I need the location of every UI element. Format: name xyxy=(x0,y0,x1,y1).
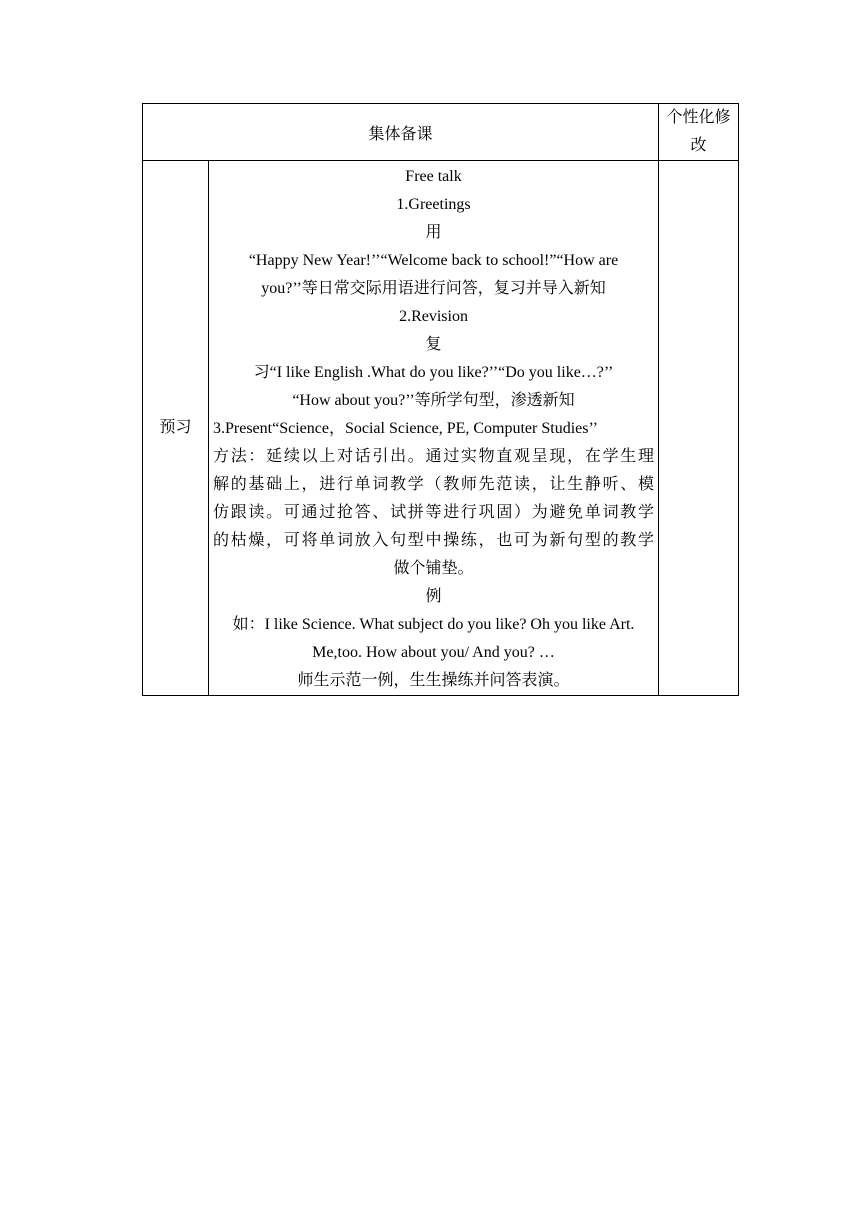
content-line: 复 xyxy=(425,336,442,353)
preview-content xyxy=(209,161,659,696)
lesson-plan-table xyxy=(142,103,739,696)
content-line: you?’’等日常交际用语进行问答，复习并导入新知 xyxy=(261,280,606,297)
content-line: 做个铺垫。 xyxy=(393,560,474,577)
content-line: 3.Present“Science，Social Science, PE, Computer Studies’’ xyxy=(213,420,598,437)
content-line: 的枯燥，可将单词放入句型中操练，也可为新句型的教学 xyxy=(213,532,655,549)
content-line: 解的基础上，进行单词教学（教师先范读，让生静听、模 xyxy=(213,476,655,493)
content-line: Me,too. How about you/ And you? … xyxy=(312,644,555,661)
content-line: Free talk xyxy=(405,168,462,185)
content-line: 习“I like English .What do you like?’’“Do you like…?’’ xyxy=(253,364,614,381)
header-row xyxy=(143,104,739,161)
content-line: 2.Revision xyxy=(399,308,468,325)
header-personal-revision: 个性化修改 xyxy=(659,104,739,161)
content-line: 1.Greetings xyxy=(396,196,471,213)
content-line: “Happy New Year!’’“Welcome back to school!”“How are xyxy=(248,252,619,269)
content-line: 仿跟读。可通过抢答、试拼等进行巩固）为避免单词教学 xyxy=(213,504,655,521)
content-line: “How about you?’’等所学句型，渗透新知 xyxy=(292,392,575,409)
content-line: 用 xyxy=(425,224,442,241)
header-collective-prep: 集体备课 xyxy=(143,104,659,161)
content-line: 例 xyxy=(425,588,442,605)
content-line: 如：I like Science. What subject do you like? Oh you like Art. xyxy=(232,616,635,633)
content-line: 方法：延续以上对话引出。通过实物直观呈现，在学生理 xyxy=(213,448,655,465)
personal-revision-cell xyxy=(659,161,739,696)
preview-row xyxy=(143,161,739,696)
section-label-preview: 预习 xyxy=(143,161,209,696)
content-line: 师生示范一例，生生操练并问答表演。 xyxy=(297,672,570,689)
